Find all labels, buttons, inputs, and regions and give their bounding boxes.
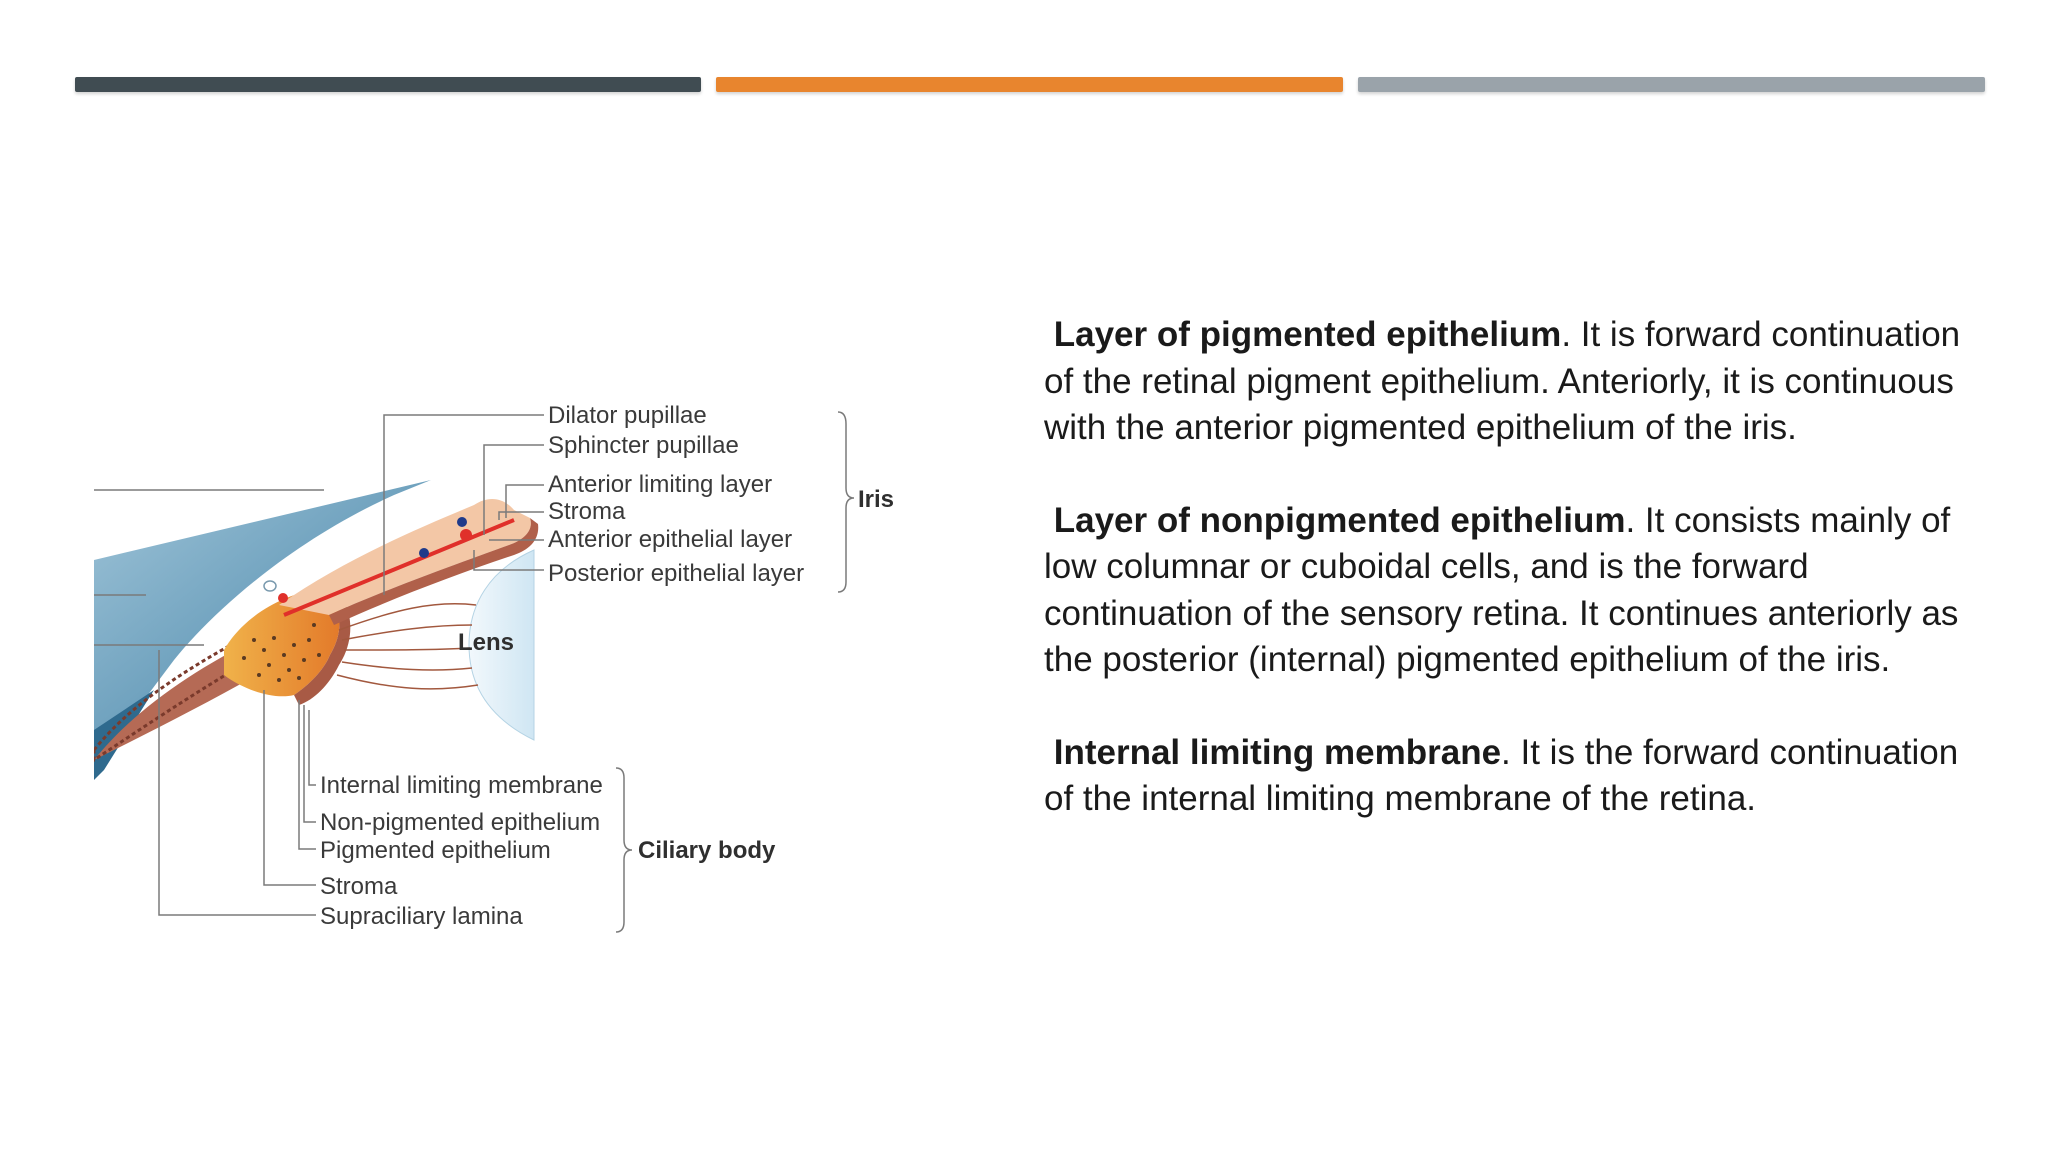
schlemm-canal <box>264 581 276 591</box>
label-iris-group: Iris <box>858 486 894 513</box>
label-sphincter-pupillae: Sphincter pupillae <box>548 432 739 459</box>
heading-internal-limiting-membrane: Internal limiting membrane <box>1053 732 1502 772</box>
body-internal-limiting-membrane: . It is the forward continuation of the internal limiting membrane of the retina. <box>1044 732 1959 818</box>
iris-vessel-blue <box>419 548 429 558</box>
accent-bar-gray <box>1358 77 1985 92</box>
heading-nonpigmented-epithelium: Layer of nonpigmented epithelium <box>1053 500 1626 540</box>
paragraph-internal-limiting-membrane <box>1044 730 1984 823</box>
label-ciliary-body-group: Ciliary body <box>638 837 776 864</box>
iris-vessel-blue-2 <box>457 517 467 527</box>
accent-bar-dark <box>75 77 701 92</box>
paragraph-pigmented-epithelium <box>1044 312 1984 452</box>
sphincter-dot <box>460 529 472 541</box>
diagram-svg <box>94 400 894 940</box>
label-internal-limiting-membrane: Internal limiting membrane <box>320 772 603 799</box>
paragraph-nonpigmented-epithelium <box>1044 498 1984 684</box>
description-text <box>1044 312 1984 869</box>
label-pigmented-epithelium: Pigmented epithelium <box>320 837 551 864</box>
label-supraciliary-lamina: Supraciliary lamina <box>320 903 523 930</box>
label-lens: Lens <box>458 629 515 656</box>
label-posterior-epithelial-layer: Posterior epithelial layer <box>548 560 805 587</box>
accent-bar-orange <box>716 77 1343 92</box>
label-dilator-pupillae: Dilator pupillae <box>548 402 707 429</box>
label-non-pigmented-epithelium: Non-pigmented epithelium <box>320 809 601 836</box>
body-nonpigmented-epithelium: . It consists mainly of low columnar or cuboidal cells, and is the forward continuation of the sensory retina. It continues anteriorly as the posterior (internal) pigmented epithelium of the iris. <box>1044 500 1959 679</box>
heading-pigmented-epithelium: Layer of pigmented epithelium <box>1053 315 1562 354</box>
body-pigmented-epithelium: . It is forward continuation of the retinal pigment epithelium. Anteriorly, it is continuous with the anterior pigmented epithelium of the iris. <box>1044 315 1961 447</box>
ciliary-body-diagram <box>94 400 894 940</box>
ciliary-red-dot <box>278 593 288 603</box>
label-anterior-limiting-layer: Anterior limiting layer <box>548 471 773 498</box>
label-anterior-epithelial-layer: Anterior epithelial layer <box>548 526 793 553</box>
label-iris-stroma: Stroma <box>548 498 626 525</box>
label-ciliary-stroma: Stroma <box>320 873 398 900</box>
